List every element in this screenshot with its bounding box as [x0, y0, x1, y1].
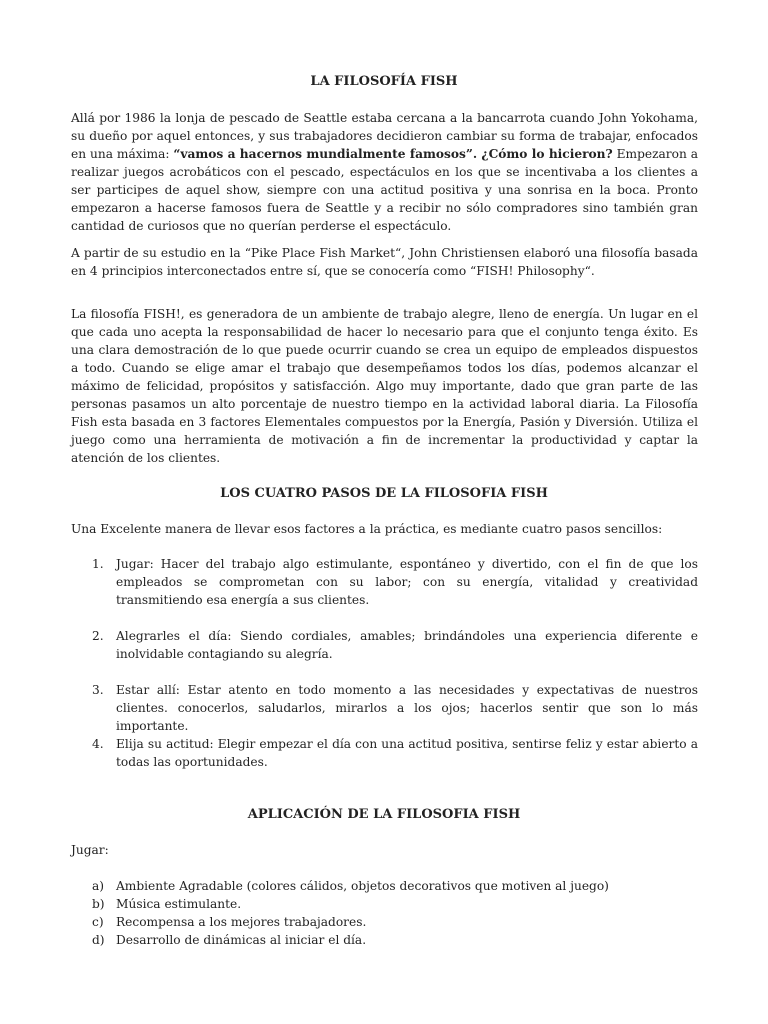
list-item-text: Alegrarles el día: Siendo cordiales, amables; brindándoles una experiencia diferente e inolvidable contagiando su alegría.	[116, 629, 698, 661]
list-item-number: 4.	[92, 737, 104, 751]
intro-text-2: Empezaron a realizar juegos acrobáticos con el pescado, espectáculos en los que se incentivaba a los clientes a ser participes de aquel show, siempre con una actitud positiva y una sonrisa en la boca. Pronto empezaron a hacerse famosos fuera de Seattle y a recibir no sólo compradores sino también gran cantidad de curiosos que no querían perderse el espectáculo.	[71, 147, 699, 233]
list-item	[92, 877, 698, 895]
list-item	[92, 895, 698, 913]
list-item-text: Recompensa a los mejores trabajadores.	[116, 915, 367, 929]
list-item-letter: b)	[92, 897, 105, 911]
list-item	[92, 627, 698, 663]
list-item-text: Música estimulante.	[116, 897, 242, 911]
list-item-letter: a)	[92, 879, 105, 893]
intro-text-1: Allá por 1986 la lonja de pescado de Seattle estaba cercana a la bancarrota cuando John Yokohama, su dueño por aquel entonces, y sus trabajadores decidieron cambiar su forma de trabajar, enfocados en una máxima:	[71, 111, 698, 161]
list-item	[92, 931, 698, 949]
list-item	[92, 555, 698, 609]
steps-intro: Una Excelente manera de llevar esos factores a la práctica, es mediante cuatro pasos sencillos:	[71, 522, 663, 536]
list-item	[92, 681, 698, 735]
section-title-steps: LOS CUATRO PASOS DE LA FILOSOFIA FISH	[220, 486, 548, 501]
section-title-application: APLICACIÓN DE LA FILOSOFIA FISH	[247, 807, 521, 822]
list-item-number: 2.	[92, 629, 104, 643]
philosophy-paragraph: La filosofía FISH!, es generadora de un ambiente de trabajo alegre, lleno de energía. Un lugar en el que cada uno acepta la responsabilidad de hacer lo necesario para que el conjunto tenga éxito. Es una clara demostración de lo que puede ocurrir cuando se crea un equipo de empleados dispuestos a todo. Cuando se elige amar el trabajo que desempeñamos todos los días, podemos alcanzar el máximo de felicidad, propósitos y satisfacción. Algo muy importante, dado que gran parte de las personas pasamos un alto porcentaje de nuestro tiempo en la actividad laboral diaria. La Filosofía Fish esta basada en 3 factores Elementales compuestos por la Energía, Pasión y Diversión. Utiliza el juego como una herramienta de motivación a fin de incrementar la productividad y captar la atención de los clientes.	[71, 307, 698, 465]
list-item	[92, 735, 698, 771]
list-item-text: Ambiente Agradable (colores cálidos, objetos decorativos que motiven al juego)	[116, 879, 609, 893]
list-item-text: Estar allí: Estar atento en todo momento a las necesidades y expectativas de nuestros clientes. conocerlos, saludarlos, mirarlos a los ojos; hacerlos sentir que son lo más importante.	[116, 683, 698, 733]
list-item-number: 1.	[92, 557, 104, 571]
list-item-number: 3.	[92, 683, 104, 697]
list-item-text: Desarrollo de dinámicas al iniciar el día.	[116, 933, 367, 947]
intro-paragraph	[71, 109, 698, 235]
intro-bold-text: “vamos a hacernos mundialmente famosos”. ¿Cómo lo hicieron?	[173, 147, 613, 161]
subheading-jugar: Jugar:	[71, 843, 109, 857]
origin-paragraph: A partir de su estudio en la “Pike Place Fish Market“, John Christiensen elaboró una filosofía basada en 4 principios interconectados entre sí, que se conocería como “FISH! Philosophy“.	[71, 246, 698, 278]
list-item-text: Jugar: Hacer del trabajo algo estimulante, espontáneo y divertido, con el fin de que los empleados se comprometan con su labor; con su energía, vitalidad y creatividad transmitiendo esa energía a sus clientes.	[116, 557, 698, 607]
page-title: LA FILOSOFÍA FISH	[310, 74, 458, 89]
list-item	[92, 913, 698, 931]
list-item-letter: d)	[92, 933, 105, 947]
list-item-text: Elija su actitud: Elegir empezar el día con una actitud positiva, sentirse feliz y estar abierto a todas las oportunidades.	[116, 737, 698, 769]
list-item-letter: c)	[92, 915, 104, 929]
